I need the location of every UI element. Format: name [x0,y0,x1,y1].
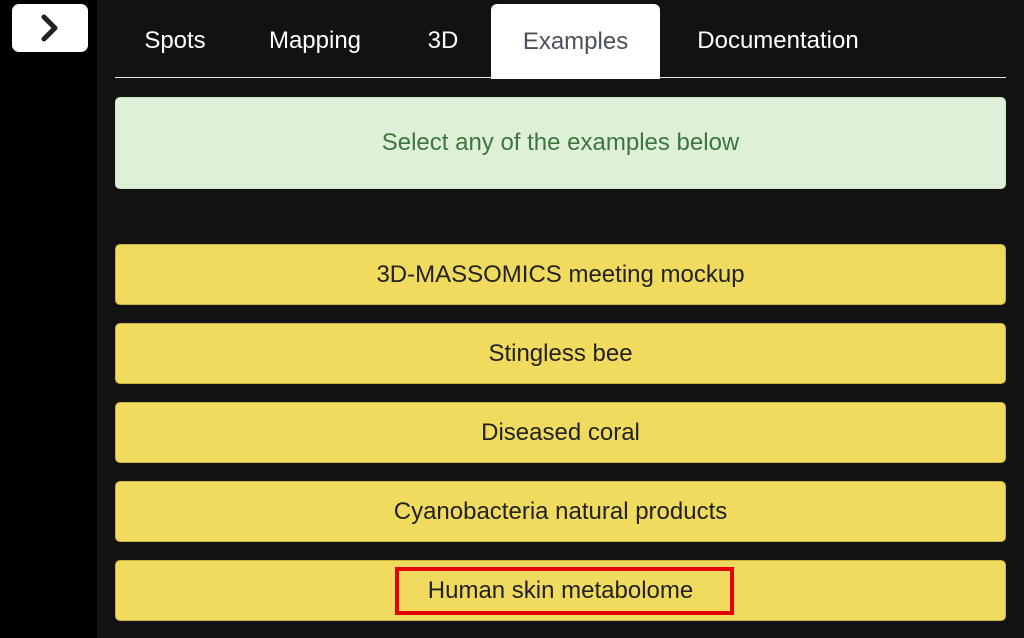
info-alert: Select any of the examples below [115,97,1006,189]
chevron-right-icon [38,14,62,42]
sidebar-toggle-button[interactable] [12,4,88,52]
example-button-human-skin[interactable]: Human skin metabolome [115,560,1006,621]
tab-documentation[interactable]: Documentation [697,27,859,54]
sidebar [0,0,97,638]
tab-spots[interactable]: Spots [144,27,206,54]
example-button-stingless-bee[interactable]: Stingless bee [115,323,1006,384]
example-button-diseased-coral[interactable]: Diseased coral [115,402,1006,463]
example-button-massomics[interactable]: 3D-MASSOMICS meeting mockup [115,244,1006,305]
main-content [97,0,1024,638]
tab-3d[interactable]: 3D [427,27,459,54]
tab-examples[interactable]: Examples [491,4,660,79]
example-button-cyanobacteria[interactable]: Cyanobacteria natural products [115,481,1006,542]
tab-mapping[interactable]: Mapping [268,27,362,54]
tab-bar [115,4,1006,78]
